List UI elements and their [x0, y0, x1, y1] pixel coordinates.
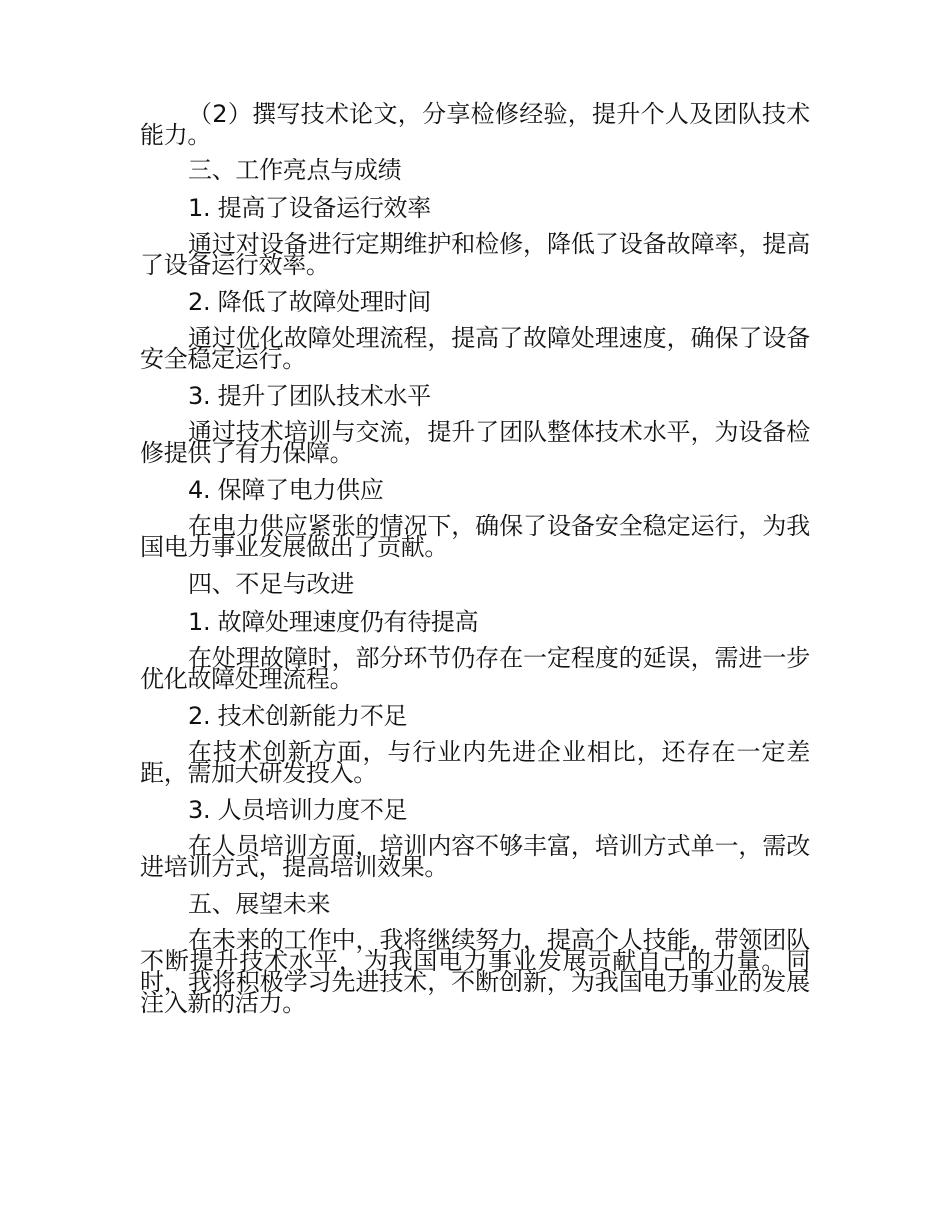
subheading-efficiency: 1. 提高了设备运行效率 — [188, 194, 431, 222]
paragraph-team-skill: 通过技术培训与交流，提升了团队整体技术水平，为设备检修提供了有力保障。 — [140, 418, 810, 467]
paragraph-efficiency: 通过对设备进行定期维护和检修，降低了设备故障率，提高了设备运行效率。 — [140, 230, 810, 279]
paragraph-training: 在人员培训方面，培训内容不够丰富，培训方式单一，需改进培训方式，提高培训效果。 — [140, 832, 810, 881]
subheading-training: 3. 人员培训力度不足 — [188, 796, 408, 824]
subheading-team-skill: 3. 提升了团队技术水平 — [188, 382, 431, 410]
paragraph-fault-time: 通过优化故障处理流程，提高了故障处理速度，确保了设备安全稳定运行。 — [140, 324, 810, 373]
paragraph-publish-papers: （2）撰写技术论文，分享检修经验，提升个人及团队技术能力。 — [140, 100, 810, 149]
paragraph-outlook: 在未来的工作中，我将继续努力，提高个人技能，带领团队不断提升技术水平，为我国电力事业发展贡献自己的力量。同时，我将积极学习先进技术，不断创新，为我国电力事业的发展注入新的活力。 — [140, 926, 810, 1017]
paragraph-power-supply: 在电力供应紧张的情况下，确保了设备安全稳定运行，为我国电力事业发展做出了贡献。 — [140, 512, 810, 561]
section-heading-highlights: 三、工作亮点与成绩 — [188, 156, 402, 184]
subheading-fault-time: 2. 降低了故障处理时间 — [188, 288, 431, 316]
paragraph-innovation: 在技术创新方面，与行业内先进企业相比，还存在一定差距，需加大研发投入。 — [140, 738, 810, 787]
section-heading-outlook: 五、展望未来 — [188, 890, 331, 918]
subheading-power-supply: 4. 保障了电力供应 — [188, 476, 384, 504]
subheading-innovation: 2. 技术创新能力不足 — [188, 702, 408, 730]
section-heading-shortcomings: 四、不足与改进 — [188, 570, 354, 598]
paragraph-fault-speed: 在处理故障时，部分环节仍存在一定程度的延误，需进一步优化故障处理流程。 — [140, 644, 810, 693]
document-body — [140, 100, 810, 1017]
subheading-fault-speed: 1. 故障处理速度仍有待提高 — [188, 608, 479, 636]
